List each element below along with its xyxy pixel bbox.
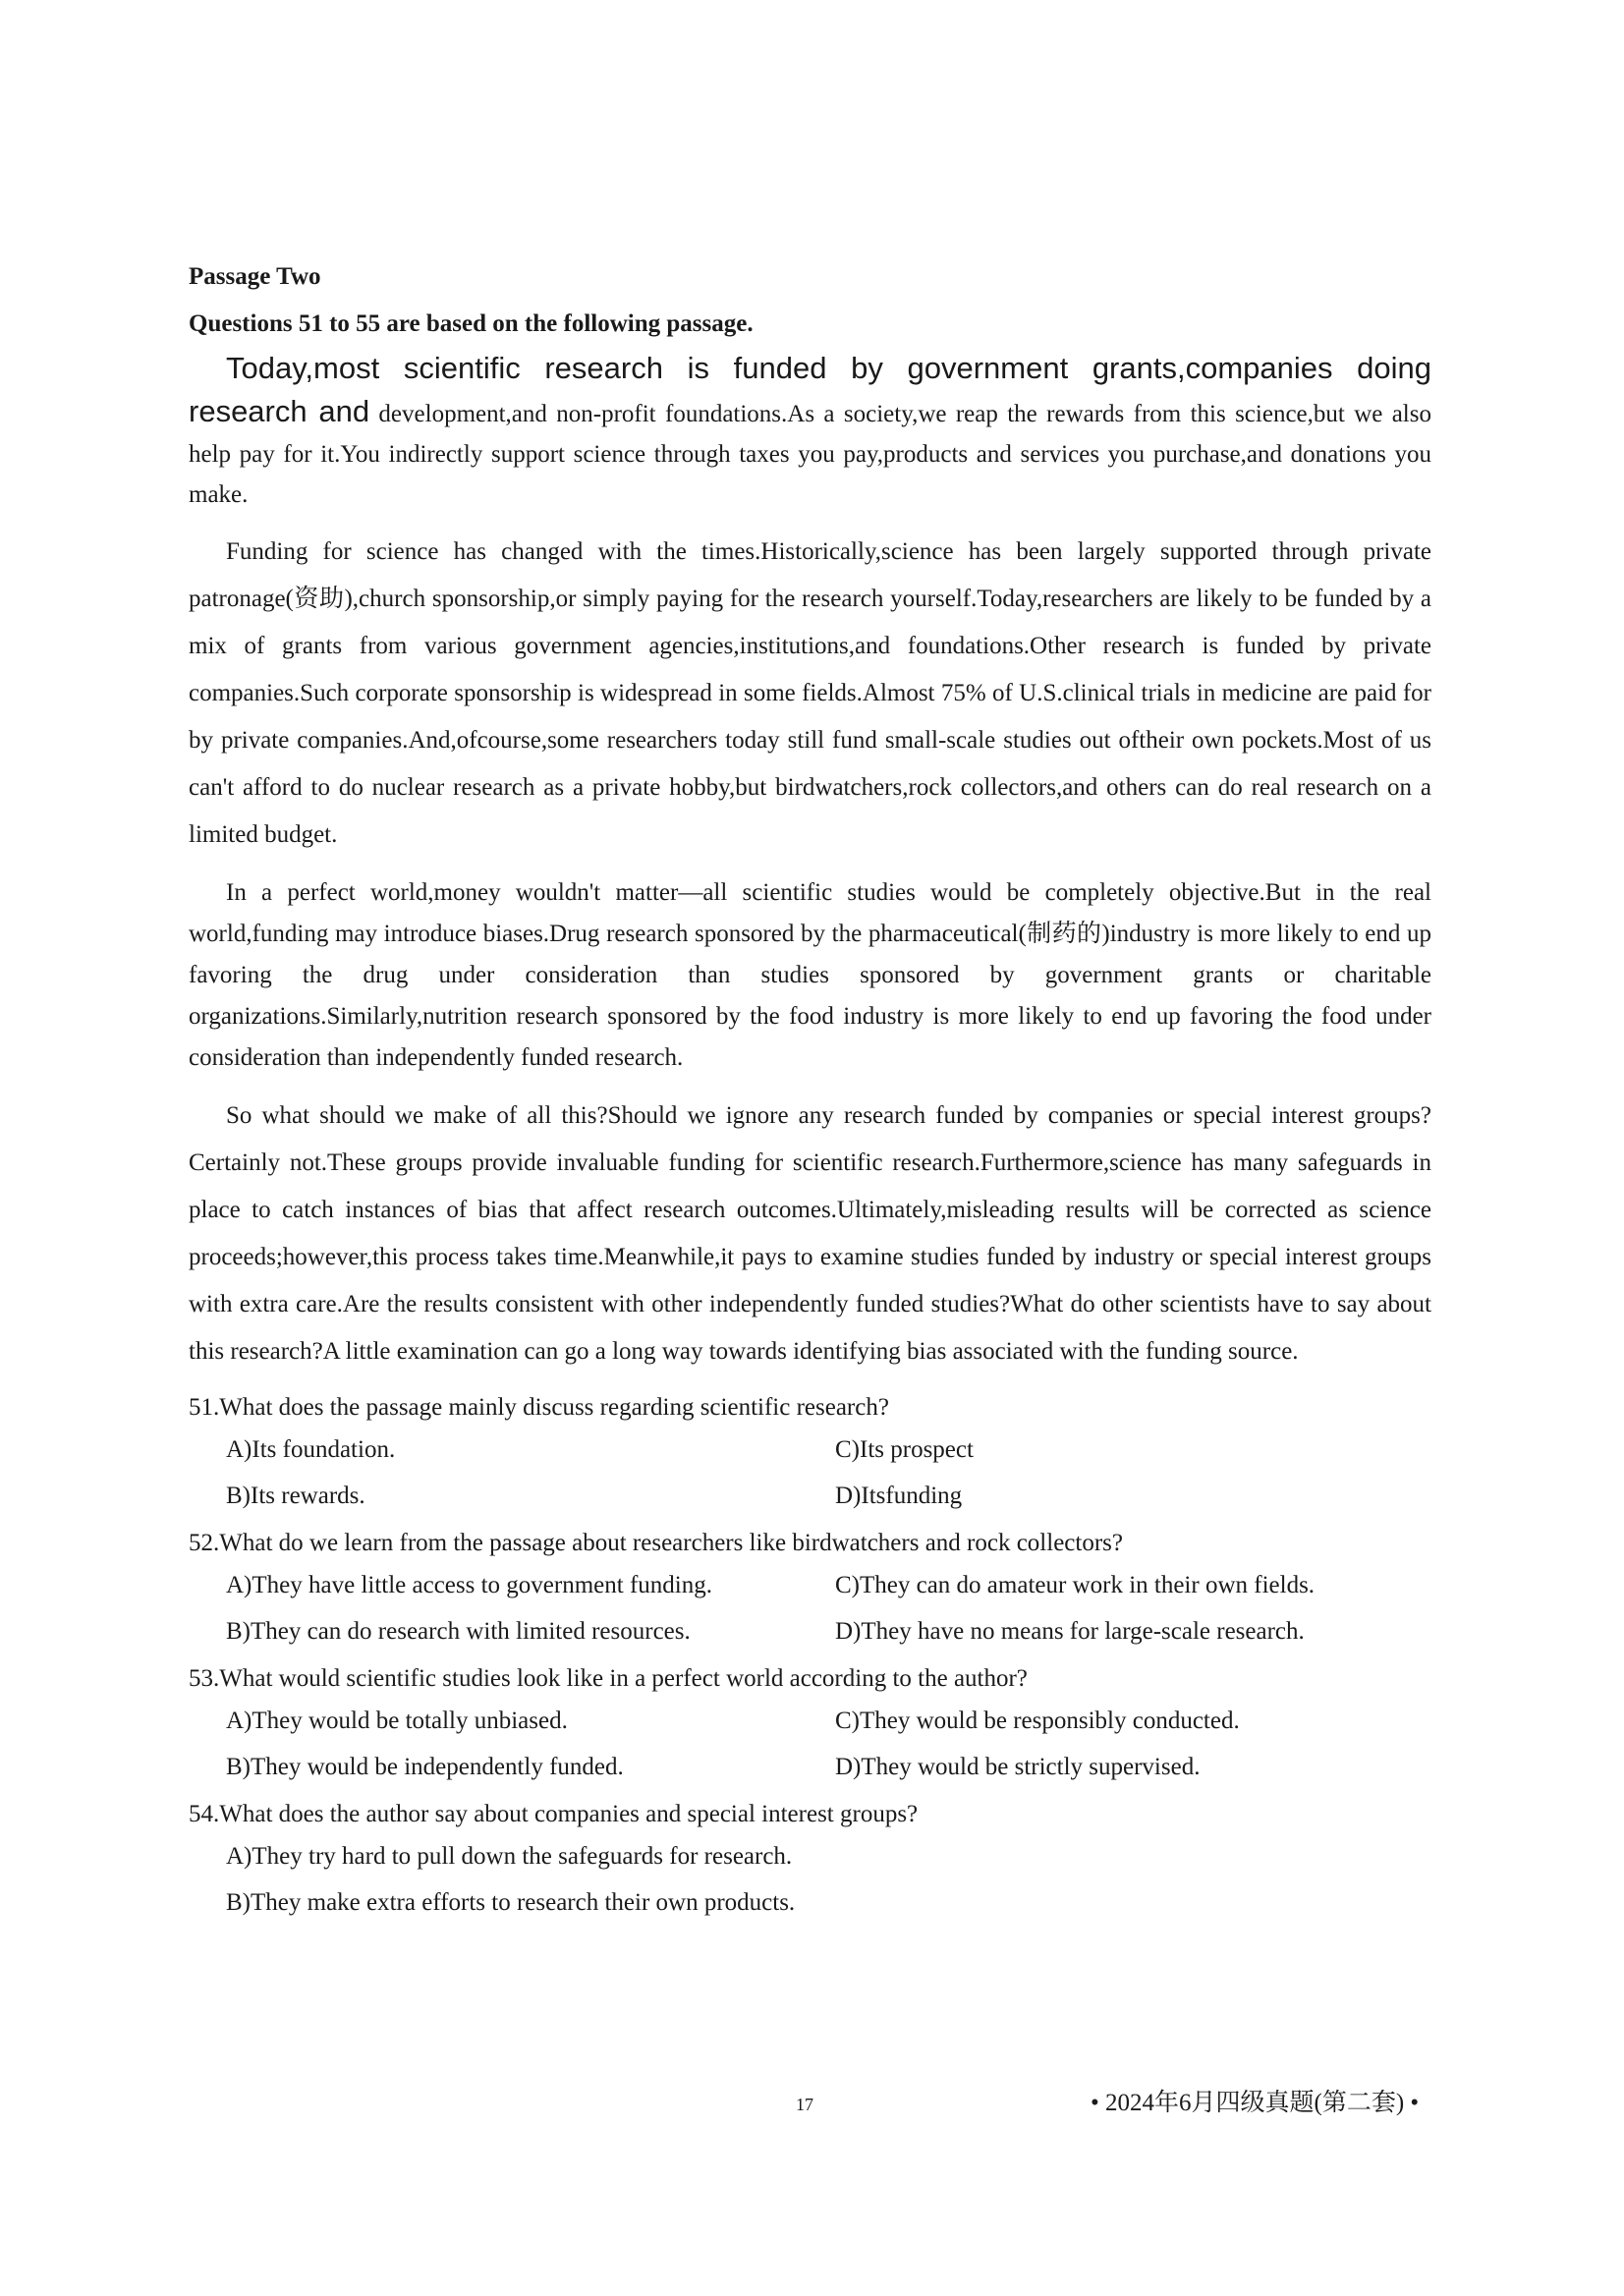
option-51-c: C)Its prospect [835, 1436, 974, 1463]
passage-title: Passage Two [189, 263, 321, 290]
option-51-d: D)Itsfunding [835, 1483, 963, 1509]
question-54: 54.What does the author say about companies and special interest groups? [189, 1801, 919, 1827]
question-51-options [226, 1427, 1431, 1519]
option-52-d: D)They have no means for large-scale research. [835, 1618, 1305, 1645]
paragraph-3: In a perfect world,money wouldn't matter—all scientific studies would be completely objective.But in the real world,funding may introduce biases.Drug research sponsored by the pharmaceutical(制药的)industry is more likely to end up favoring the drug under consideration than studies sponsored by government grants or charitable organizations.Similarly,nutrition research sponsored by the food industry is more likely to end up favoring the food under consideration than independently funded research. [189, 879, 1431, 1071]
question-53-options [226, 1698, 1431, 1790]
page-footer [0, 2083, 1624, 2122]
question-51: 51.What does the passage mainly discuss regarding scientific research? [189, 1394, 889, 1421]
passage-instruction: Questions 51 to 55 are based on the following passage. [189, 310, 754, 337]
option-52-b: B)They can do research with limited resources. [226, 1618, 691, 1645]
question-53: 53.What would scientific studies look like in a perfect world according to the author? [189, 1665, 1028, 1692]
option-51-b: B)Its rewards. [226, 1483, 365, 1509]
option-53-c: C)They would be responsibly conducted. [835, 1708, 1240, 1734]
paragraph-4: So what should we make of all this?Should we ignore any research funded by companies or special interest groups?Certainly not.These groups provide invaluable funding for scientific research.Furthermore,science has many safeguards in place to catch instances of bias that affect research outcomes.Ultimately,misleading results will be corrected as science proceeds;however,this process takes time.Meanwhile,it pays to examine studies funded by industry or special interest groups with extra care.Are the results consistent with other independently funded studies?What do other scientists have to say about this research?A little examination can go a long way towards identifying bias associated with the funding source. [189, 1102, 1431, 1365]
option-53-d: D)They would be strictly supervised. [835, 1754, 1201, 1780]
option-54-a: A)They try hard to pull down the safeguards for research. [226, 1843, 793, 1870]
exam-series-label: • 2024年6月四级真题(第二套) • [1091, 2090, 1420, 2116]
option-53-b: B)They would be independently funded. [226, 1754, 624, 1780]
question-52-options [226, 1562, 1431, 1654]
question-52: 52.What do we learn from the passage about researchers like birdwatchers and rock collectors? [189, 1530, 1123, 1556]
option-54-b: B)They make extra efforts to research their own products. [226, 1889, 796, 1916]
question-54-options [226, 1833, 1431, 1926]
option-52-c: C)They can do amateur work in their own fields. [835, 1572, 1316, 1598]
option-53-a: A)They would be totally unbiased. [226, 1708, 568, 1734]
page-content [189, 253, 1431, 1926]
paragraph-1-lead: Today,most scientific research is funded by government grants,companies doing research and [189, 351, 1431, 428]
paragraph-2: Funding for science has changed with the times.Historically,science has been largely supported through private patronage(资助),church sponsorship,or simply paying for the research yourself.Today,researchers are likely to be funded by a mix of grants from various government agencies,institutions,and foundations.Other research is funded by private companies.Such corporate sponsorship is widespread in some fields.Almost 75% of U.S.clinical trials in medicine are paid for by private companies.And,ofcourse,some researchers today still fund small-scale studies out oftheir own pockets.Most of us can't afford to do nuclear research as a private hobby,but birdwatchers,rock collectors,and others can do real research on a limited budget. [189, 538, 1431, 848]
option-51-a: A)Its foundation. [226, 1436, 396, 1463]
option-52-a: A)They have little access to government funding. [226, 1572, 712, 1598]
question-list [189, 1389, 1431, 1926]
paragraph-1-rest: development,and non-profit foundations.As a society,we reap the rewards from this science,but we also help pay for it.You indirectly support science through taxes you pay,products and services you purchase,and donations you make. [189, 401, 1431, 508]
paragraph-1 [189, 348, 1431, 515]
page-number: 17 [796, 2095, 813, 2114]
